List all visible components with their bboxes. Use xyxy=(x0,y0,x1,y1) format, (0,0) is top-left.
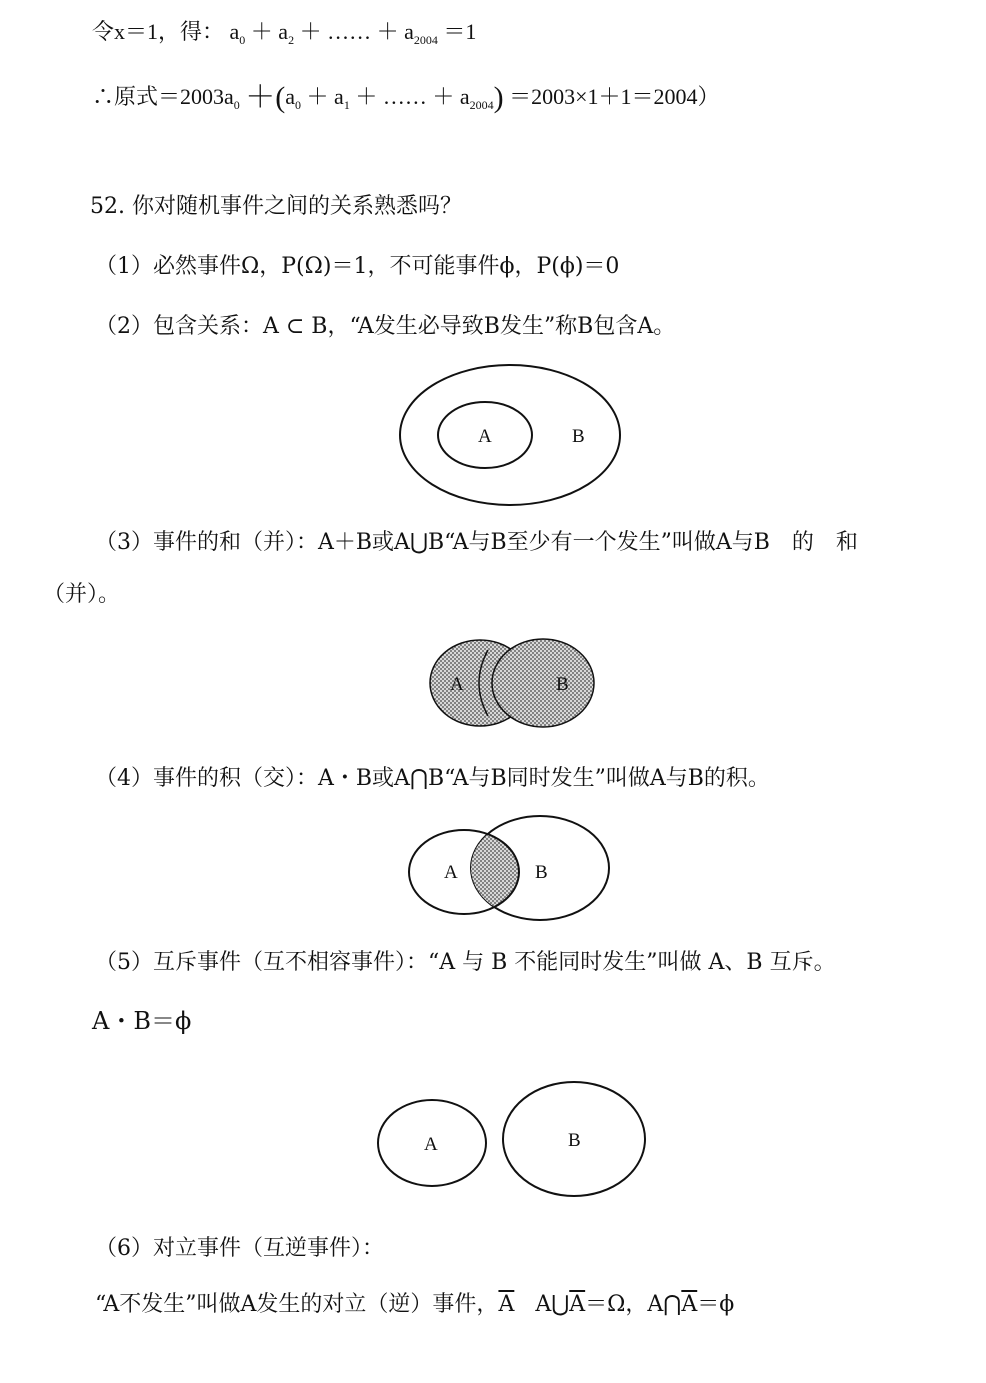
item-1: （1）必然事件Ω，P(Ω)＝1，不可能事件ϕ，P(ϕ)＝0 xyxy=(95,254,620,279)
label-a: A xyxy=(424,1134,438,1155)
label-b: B xyxy=(535,862,548,883)
label-b: B xyxy=(556,674,569,695)
formula-1-a2: a xyxy=(278,19,289,44)
a-complement-3: $\overline{A}$ xyxy=(681,1292,698,1317)
formula-2-sub1: 1 xyxy=(343,98,350,112)
item-6: （6）对立事件（互逆事件）： xyxy=(95,1236,384,1261)
item-3-line-a: （3）事件的和（并）：A＋B或A⋃B“A与B至少有一个发生”叫做A与B 的 和 xyxy=(95,530,858,555)
label-b: B xyxy=(568,1130,581,1151)
formula-1-prefix: 令x＝1，得： xyxy=(92,19,225,44)
item-6-union-pre: A⋃ xyxy=(535,1292,570,1317)
formula-2-a1: a xyxy=(334,84,344,109)
item-2: （2）包含关系：A ⊂ B，“A发生必导致B发生”称B包含A。 xyxy=(95,314,676,339)
formula-2-plus: ＋ xyxy=(306,84,329,109)
union-diagram xyxy=(430,639,594,727)
label-a: A xyxy=(478,426,492,447)
formula-1-sub2004: 2004 xyxy=(413,33,438,47)
set-b-ellipse xyxy=(400,365,620,505)
formula-2-sub2004: 2004 xyxy=(469,98,494,112)
formula-1-a0: a xyxy=(229,19,240,44)
formula-2-close: ) xyxy=(493,81,504,114)
item-4: （4）事件的积（交）：A・B或A⋂B“A与B同时发生”叫做A与B的积。 xyxy=(95,766,770,791)
formula-2-sub0: 0 xyxy=(233,98,240,112)
formula-2-open: ＋( xyxy=(245,81,286,114)
label-a: A xyxy=(450,674,464,695)
item-6-union-post: ＝Ω，A⋂ xyxy=(585,1292,682,1317)
section-title: 52. 你对随机事件之间的关系熟悉吗？ xyxy=(90,194,462,219)
item-6-text: “A不发生”叫做A发生的对立（逆）事件， xyxy=(95,1292,499,1317)
a-complement-2: $\overline{A}$ xyxy=(569,1292,586,1317)
formula-1-sub0: 0 xyxy=(239,33,246,47)
set-b-ellipse xyxy=(492,639,594,727)
item-6-tail: ＝ϕ xyxy=(697,1292,735,1317)
inclusion-diagram xyxy=(400,365,620,505)
formula-1-plus: ＋ xyxy=(250,19,273,44)
formula-1-sub2: 2 xyxy=(288,33,295,47)
item-5: （5）互斥事件（互不相容事件）：“A 与 B 不能同时发生”叫做 A、B 互斥。 xyxy=(95,950,836,975)
formula-1-tail: ＝1 xyxy=(443,19,477,44)
a-complement: $\overline{A}$ xyxy=(498,1292,515,1317)
formula-2-tail: ＝2003×1＋1＝2004） xyxy=(509,84,720,109)
formula-2-a2004: a xyxy=(459,84,470,109)
label-b: B xyxy=(572,426,585,447)
formula-1-a2004: a xyxy=(404,19,414,44)
formula-2-dots: ＋ …… ＋ xyxy=(355,84,455,109)
item-3-line-b: （并）。 xyxy=(43,582,121,607)
mutually-exclusive-diagram xyxy=(378,1082,645,1196)
intersection-diagram xyxy=(409,816,609,920)
formula-2-a0: a xyxy=(285,84,296,109)
item-5-formula: A・B＝ϕ xyxy=(92,1007,192,1035)
formula-2-therefore: ∴原式＝2003a xyxy=(92,84,234,109)
formula-2-inner-sub0: 0 xyxy=(295,98,302,112)
formula-1-dots: ＋ …… ＋ xyxy=(299,19,399,44)
label-a: A xyxy=(444,862,458,883)
